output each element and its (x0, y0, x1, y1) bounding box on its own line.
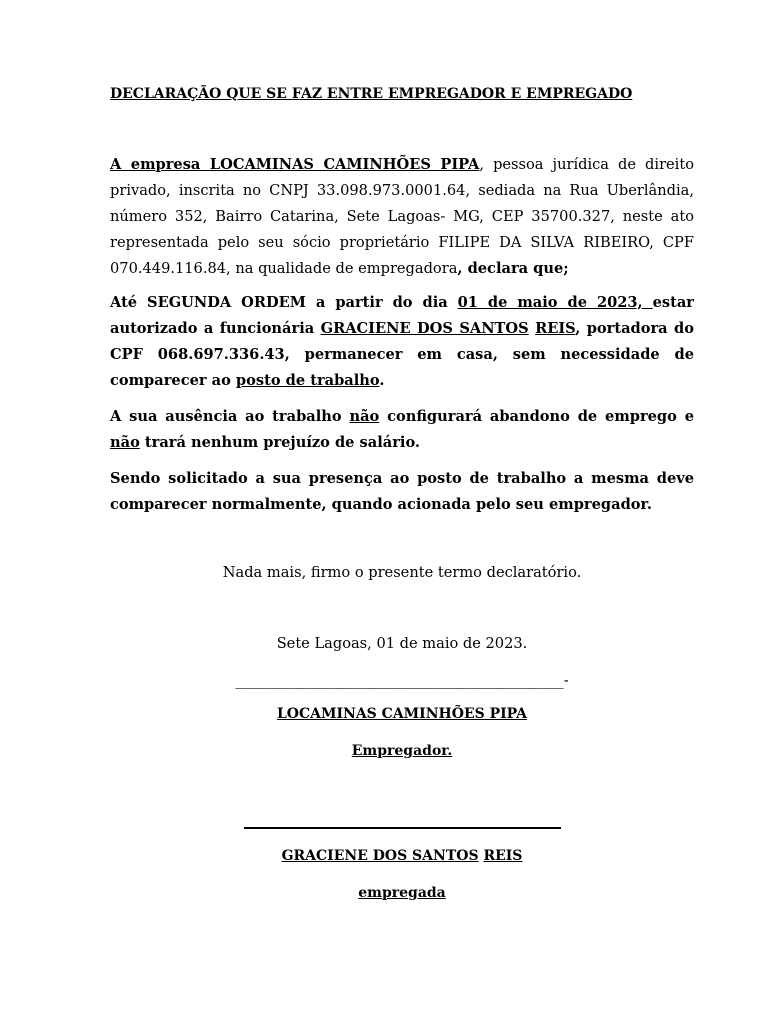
paragraph-presence: Sendo solicitado a sua presença ao posto de trabalho a mesma deve comparecer normalmente, quando acionada pelo seu empregador. (110, 470, 694, 513)
employee-signature-line (244, 827, 561, 829)
employer-signature-line: _____________________________________________- (235, 672, 569, 689)
company-details: , pessoa jurídica de direito privado, inscrita no CNPJ 33.098.973.0001.64, sediada na Rua Uberlândia, número 352, Bairro Catarina, Sete Lagoas- MG, CEP 35700.327, neste ato representada pelo seu sócio proprietário FILIPE DA SILVA RIBEIRO, CPF 070.449.116.84, na qualidade de empregadora (110, 156, 695, 277)
employee-sig-name-first: GRACIENE DOS SANTOS (281, 848, 479, 864)
absence-text-2: configurará abandono de emprego e (379, 408, 694, 425)
absence-text-1: A sua ausência ao trabalho (110, 408, 350, 425)
authorization-text-1: Até SEGUNDA ORDEM a partir do dia (110, 294, 458, 311)
start-date: 01 de maio de 2023, (457, 294, 653, 311)
workplace-term: posto de trabalho (235, 372, 380, 389)
absence-text-3: trará nenhum prejuízo de salário. (139, 434, 421, 451)
employee-sig-name-last: REIS (483, 848, 523, 864)
closing-statement: Nada mais, firmo o presente termo declaratório. (222, 564, 582, 581)
company-name-lead: A empresa LOCAMINAS CAMINHÕES PIPA (110, 156, 480, 173)
employee-name-last: REIS (535, 320, 576, 337)
paragraph-absence (110, 404, 694, 456)
employer-name: LOCAMINAS CAMINHÕES PIPA (276, 706, 528, 722)
place-and-date: Sete Lagoas, 01 de maio de 2023. (276, 635, 528, 652)
employee-signature-name (110, 848, 694, 864)
negation-2: não (110, 434, 140, 451)
employee-name-first: GRACIENE DOS SANTOS (320, 320, 529, 337)
authorization-text-3: , portadora do CPF 068.697.336.43, permanecer em casa, sem necessidade de comparecer ao (110, 320, 694, 389)
authorization-text-4: . (379, 372, 385, 389)
authorization-text-2: estar autorizado a funcionária (110, 294, 694, 337)
paragraph-company-declaration (110, 152, 694, 282)
paragraph-authorization (110, 290, 694, 394)
employee-role: empregada (358, 885, 446, 901)
negation-1: não (349, 408, 380, 425)
document-title: DECLARAÇÃO QUE SE FAZ ENTRE EMPREGADOR E EMPREGADO (110, 86, 633, 102)
employer-role: Empregador. (351, 743, 453, 759)
declaration-phrase: , declara que; (457, 260, 569, 277)
